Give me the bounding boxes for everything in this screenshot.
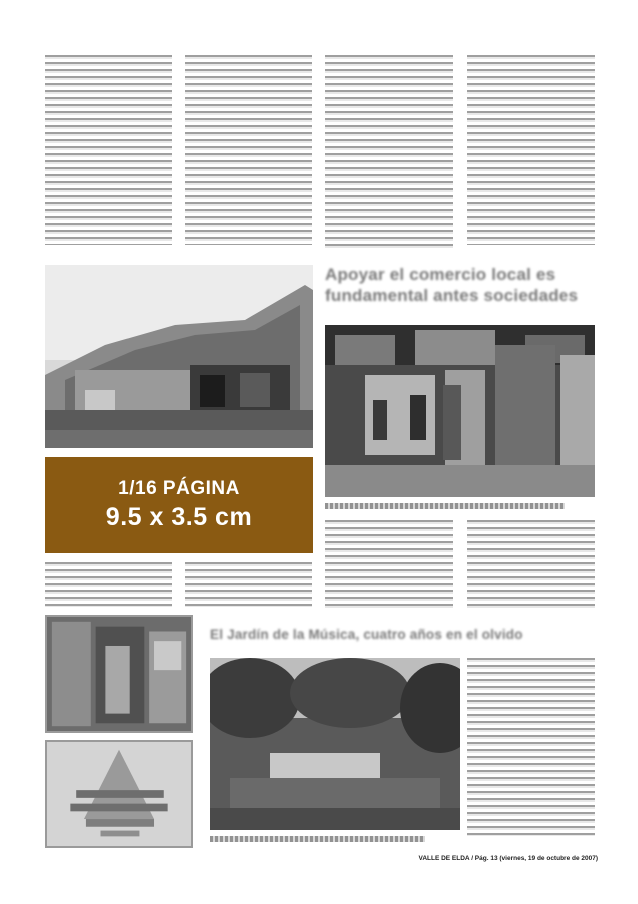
text-column bbox=[325, 520, 453, 608]
text-column bbox=[185, 55, 312, 245]
photo-caption bbox=[210, 836, 425, 842]
page-footer: VALLE DE ELDA / Pág. 13 (viernes, 19 de octubre de 2007) bbox=[418, 855, 598, 862]
text-column bbox=[467, 658, 595, 836]
text-column bbox=[45, 562, 172, 607]
interior-photo bbox=[45, 615, 193, 733]
headline-line: Apoyar el comercio local es bbox=[325, 265, 556, 284]
text-column bbox=[325, 55, 453, 250]
photo-caption bbox=[325, 503, 565, 509]
shop-photo bbox=[325, 325, 595, 497]
ad-dimensions-label: 9.5 x 3.5 cm bbox=[105, 503, 253, 531]
headline-line: fundamental antes sociedades bbox=[325, 286, 579, 305]
ad-size-label: 1/16 PÁGINA bbox=[118, 478, 240, 499]
article-headline: El Jardín de la Música, cuatro años en el olvido bbox=[210, 627, 523, 642]
text-column bbox=[467, 55, 595, 245]
building-photo bbox=[45, 265, 313, 448]
text-column bbox=[45, 55, 172, 245]
text-column bbox=[185, 562, 312, 607]
poster-photo bbox=[45, 740, 193, 848]
article-headline bbox=[325, 264, 578, 306]
ad-placeholder bbox=[45, 457, 313, 553]
text-column bbox=[467, 520, 595, 608]
garden-photo bbox=[210, 658, 460, 830]
